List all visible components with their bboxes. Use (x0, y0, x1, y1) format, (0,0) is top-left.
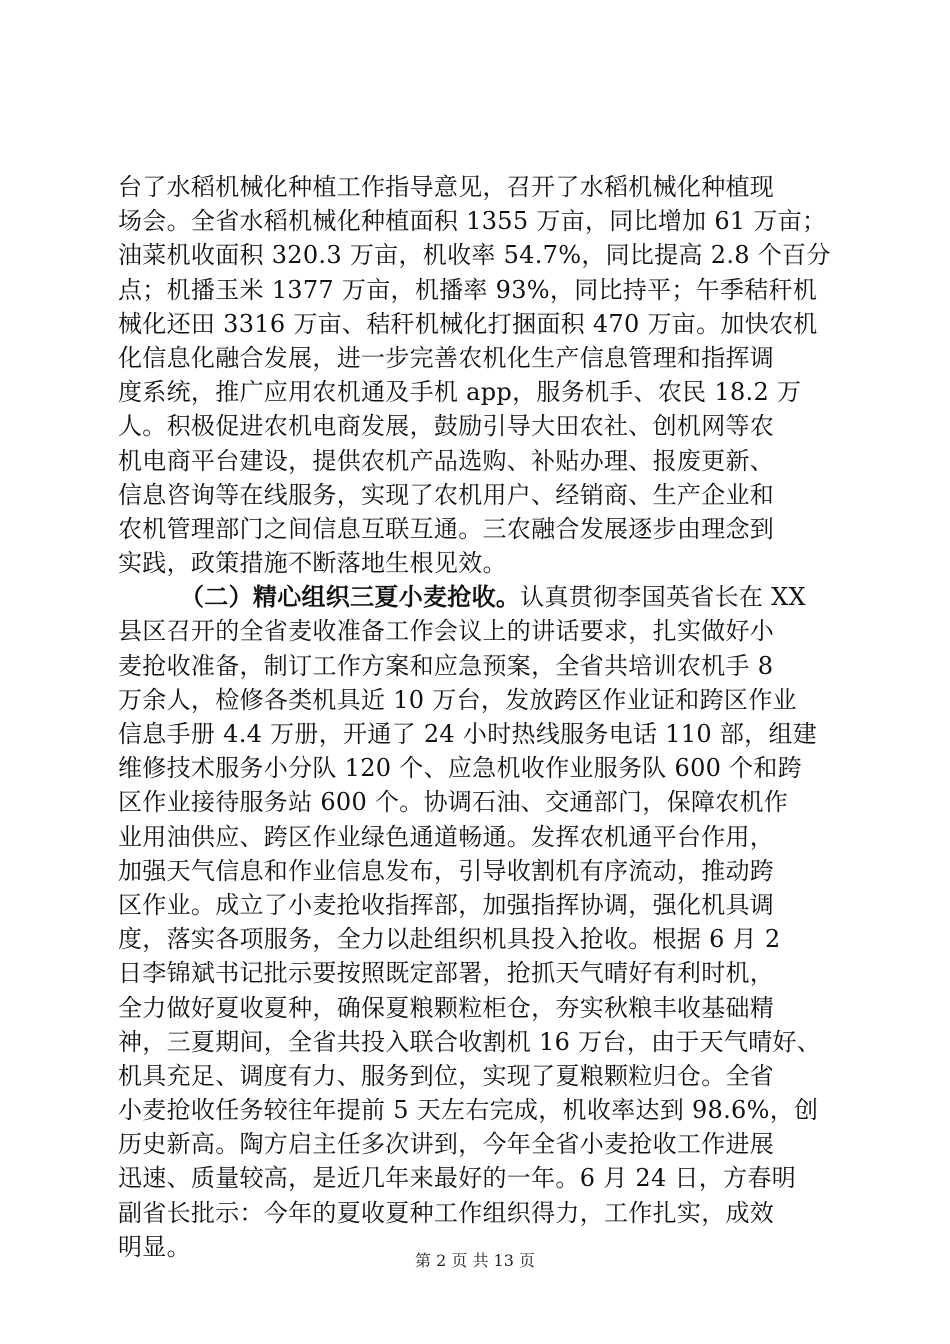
text-line: 械化还田 3316 万亩、秸秆机械化打捆面积 470 万亩。加快农机 (118, 309, 818, 338)
text-line: 点；机播玉米 1377 万亩，机播率 93%，同比持平；午季秸秆机 (118, 275, 818, 304)
text-line: 明显。 (118, 1232, 191, 1261)
text-line: 副省长批示：今年的夏收夏种工作组织得力，工作扎实，成效 (118, 1198, 775, 1227)
text-line: 日李锦斌书记批示要按照既定部署，抢抓天气晴好有利时机， (118, 959, 775, 988)
text-line: 人。积极促进农机电商发展，鼓励引导大田农社、创机网等农 (118, 412, 775, 441)
text-line: 信息手册 4.4 万册，开通了 24 小时热线服务电话 110 部，组建 (118, 720, 818, 748)
text-line: 油菜机收面积 320.3 万亩，机收率 54.7%，同比提高 2.8 个百分 (118, 241, 831, 270)
text-line: 区作业接待服务站 600 个。协调石油、交通部门，保障农机作 (118, 788, 789, 817)
text-line: 小麦抢收任务较往年提前 5 天左右完成，机收率达到 98.6%，创 (118, 1096, 819, 1125)
text-line: 历史新高。陶方启主任多次讲到，今年全省小麦抢收工作进展 (118, 1130, 775, 1159)
paragraph-1 (118, 170, 838, 580)
text-line: 麦抢收准备，制订工作方案和应急预案，全省共培训农机手 8 (118, 651, 774, 680)
text-line: 业用油供应、跨区作业绿色通道畅通。发挥农机通平台作用， (118, 822, 775, 851)
text-line: 度，落实各项服务，全力以赴组织机具投入抢收。根据 6 月 2 (118, 925, 781, 954)
text-line: 农机管理部门之间信息互联互通。三农融合发展逐步由理念到 (118, 514, 775, 543)
text-line: 场会。全省水稻机械化种植面积 1355 万亩，同比增加 61 万亩； (118, 207, 827, 236)
text-line-first (118, 580, 838, 614)
text-line: 神，三夏期间，全省共投入联合收割机 16 万台，由于天气晴好、 (118, 1027, 822, 1056)
text-line: 县区召开的全省麦收准备工作会议上的讲话要求，扎实做好小 (118, 617, 775, 646)
text-line: 台了水稻机械化种植工作指导意见，召开了水稻机械化种植现 (118, 173, 775, 201)
text-line: 实践，政策措施不断落地生根见效。 (118, 549, 507, 578)
text-line: 加强天气信息和作业信息发布，引导收割机有序流动，推动跨 (118, 856, 775, 885)
text-line: 信息咨询等在线服务，实现了农机用户、经销商、生产企业和 (118, 480, 775, 509)
text-line: 区作业。成立了小麦抢收指挥部，加强指挥协调，强化机具调 (118, 890, 775, 919)
text-line: 全力做好夏收夏种，确保夏粮颗粒柜仓，夯实秋粮丰收基础精 (118, 993, 775, 1022)
first-line-text: 认真贯彻李国英省长在 XX (520, 583, 806, 612)
paragraph-2 (118, 580, 838, 1264)
text-line: 万余人，检修各类机具近 10 万台，发放跨区作业证和跨区作业 (118, 685, 797, 714)
text-line: 迅速、质量较高，是近几年来最好的一年。6 月 24 日，方春明 (118, 1164, 796, 1193)
document-body (118, 170, 838, 1264)
text-line: 机具充足、调度有力、服务到位，实现了夏粮颗粒归仓。全省 (118, 1061, 775, 1090)
text-line: 机电商平台建设，提供农机产品选购、补贴办理、报废更新、 (118, 446, 775, 475)
section-heading: （二）精心组织三夏小麦抢收。 (180, 583, 521, 612)
text-line: 化信息化融合发展，进一步完善农机化生产信息管理和指挥调 (118, 343, 775, 372)
text-line: 度系统，推广应用农机通及手机 app，服务机手、农民 18.2 万 (118, 378, 802, 407)
text-line: 维修技术服务小分队 120 个、应急机收作业服务队 600 个和跨 (118, 754, 803, 783)
page-footer: 第 2 页 共 13 页 (415, 1251, 535, 1270)
